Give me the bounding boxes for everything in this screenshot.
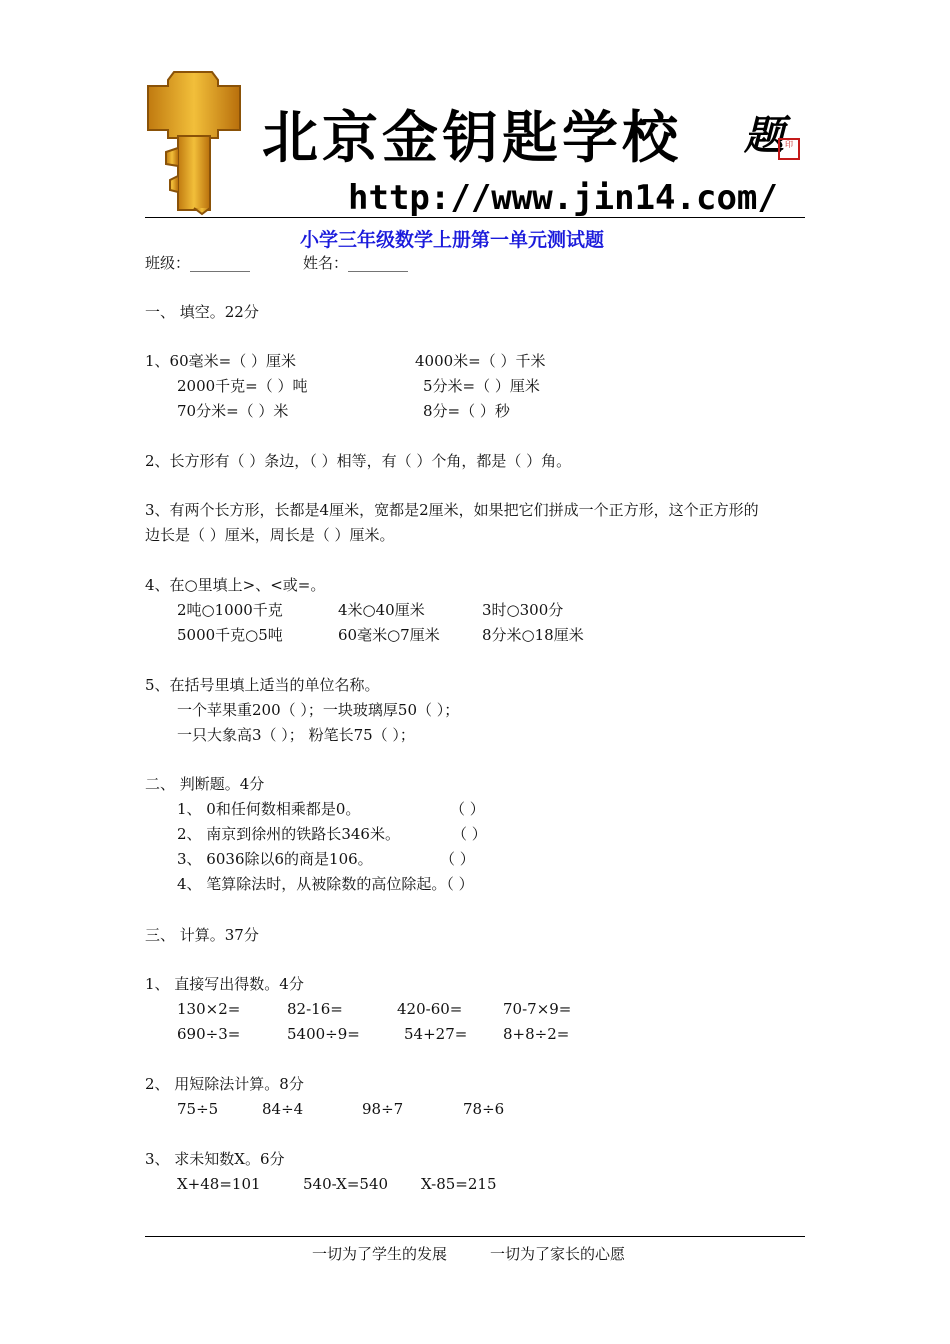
key-icon xyxy=(144,68,246,216)
q4-row2-a: 5000千克○5吨 xyxy=(177,626,283,644)
calc-q1-r2-c4: 8+8÷2= xyxy=(503,1025,570,1043)
calc-q2-c1: 75÷5 xyxy=(177,1100,219,1118)
q1-row3-a: 70分米=（ ）米 xyxy=(177,402,289,420)
q3-line1: 3、有两个长方形，长都是4厘米，宽都是2厘米，如果把它们拼成一个正方形，这个正方形的 xyxy=(145,501,759,519)
calc-q2-c3: 98÷7 xyxy=(362,1100,404,1118)
page-title: 小学三年级数学上册第一单元测试题 xyxy=(300,229,605,251)
judge-blank-2: （ ） xyxy=(452,825,487,843)
calc-q2-c4: 78÷6 xyxy=(463,1100,505,1118)
section2-heading: 二、 判断题。4分 xyxy=(145,775,265,793)
calc-q3-c1: X+48=101 xyxy=(177,1175,261,1193)
class-field: 班级：________ xyxy=(145,254,251,272)
judge-item-1: 1、 0和任何数相乘都是0。 xyxy=(177,800,361,818)
calc-q1-r2-c3: 54+27= xyxy=(404,1025,468,1043)
q1-row2-b: 5分米=（ ）厘米 xyxy=(423,377,540,395)
q5-row1: 一个苹果重200（ ）；一块玻璃厚50（ ）； xyxy=(177,701,460,719)
calc-q3-c2: 540-X=540 xyxy=(303,1175,389,1193)
footer-rule xyxy=(145,1236,805,1237)
calc-q1-r1-c4: 70-7×9= xyxy=(503,1000,572,1018)
signature-mark: 题 xyxy=(744,112,784,159)
section3-heading: 三、 计算。37分 xyxy=(145,926,259,944)
school-name: 北京金钥匙学校 xyxy=(262,105,682,171)
judge-item-4: 4、 笔算除法时，从被除数的高位除起。（ ） xyxy=(177,875,474,893)
q4-row2-b: 60毫米○7厘米 xyxy=(338,626,440,644)
calc-q3-heading: 3、 求未知数X。6分 xyxy=(145,1150,285,1168)
calc-q2-heading: 2、 用短除法计算。8分 xyxy=(145,1075,304,1093)
calc-q1-r1-c1: 130×2= xyxy=(177,1000,241,1018)
section1-heading: 一、 填空。22分 xyxy=(145,303,259,321)
judge-item-3: 3、 6036除以6的商是106。 xyxy=(177,850,373,868)
header-rule xyxy=(145,217,805,218)
calc-q1-r2-c1: 690÷3= xyxy=(177,1025,241,1043)
q5-row2: 一只大象高3（ ）； 粉笔长75（ ）； xyxy=(177,726,415,744)
judge-item-2: 2、 南京到徐州的铁路长346米。 xyxy=(177,825,400,843)
name-field: 姓名：________ xyxy=(303,254,409,272)
q4-row1-c: 3时○300分 xyxy=(482,601,564,619)
q1-row3-b: 8分=（ ）秒 xyxy=(423,402,510,420)
red-seal: 印 xyxy=(778,138,800,160)
judge-blank-3: （ ） xyxy=(440,850,475,868)
q5-heading: 5、在括号里填上适当的单位名称。 xyxy=(145,676,380,694)
q4-row2-c: 8分米○18厘米 xyxy=(482,626,584,644)
q1-row1-a: 1、60毫米=（ ）厘米 xyxy=(145,352,296,370)
q4-row1-b: 4米○40厘米 xyxy=(338,601,425,619)
school-url: http://www.jin14.com/ xyxy=(348,178,778,218)
calc-q1-heading: 1、 直接写出得数。4分 xyxy=(145,975,304,993)
q1-row1-b: 4000米=（ ）千米 xyxy=(415,352,546,370)
q4-row1-a: 2吨○1000千克 xyxy=(177,601,283,619)
q1-row2-a: 2000千克=（ ）吨 xyxy=(177,377,308,395)
q3-line2: 边长是（ ）厘米，周长是（ ）厘米。 xyxy=(145,526,395,544)
q2-text: 2、长方形有（ ）条边，（ ）相等，有（ ）个角，都是（ ）角。 xyxy=(145,452,572,470)
q4-heading: 4、在○里填上>、<或=。 xyxy=(145,576,326,594)
judge-blank-1: （ ） xyxy=(450,800,485,818)
footer-left: 一切为了学生的发展 xyxy=(312,1245,448,1263)
calc-q3-c3: X-85=215 xyxy=(421,1175,497,1193)
calc-q1-r1-c2: 82-16= xyxy=(287,1000,343,1018)
calc-q1-r1-c3: 420-60= xyxy=(397,1000,463,1018)
footer-right: 一切为了家长的心愿 xyxy=(490,1245,626,1263)
calc-q1-r2-c2: 5400÷9= xyxy=(287,1025,360,1043)
calc-q2-c2: 84÷4 xyxy=(262,1100,304,1118)
